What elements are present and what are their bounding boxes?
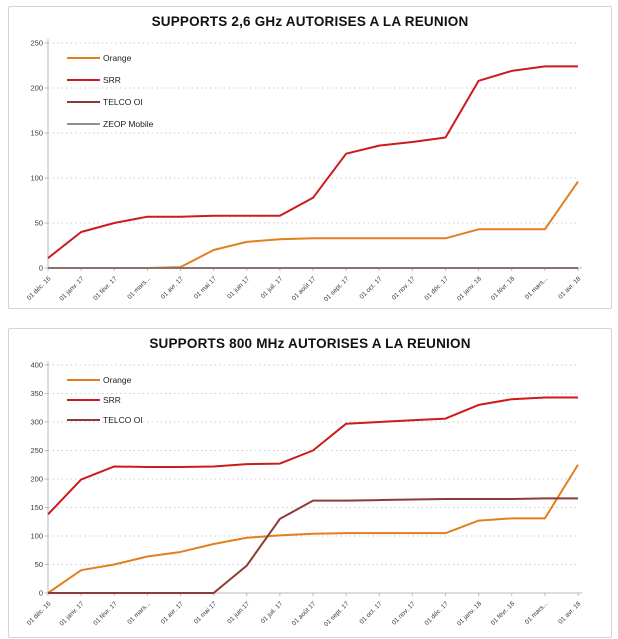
svg-text:200: 200 [30, 83, 43, 93]
svg-text:01 juin 17: 01 juin 17 [226, 275, 252, 301]
legend-label: TELCO OI [103, 97, 143, 107]
svg-text:01 févr. 17: 01 févr. 17 [92, 275, 119, 302]
svg-text:300: 300 [30, 417, 43, 427]
svg-text:01 déc. 16: 01 déc. 16 [25, 600, 53, 627]
svg-text:01 déc. 17: 01 déc. 17 [423, 275, 450, 302]
svg-text:0: 0 [38, 263, 43, 273]
svg-text:01 avr. 18: 01 avr. 18 [557, 600, 583, 626]
svg-text:01 août 17: 01 août 17 [290, 600, 318, 628]
chart-800mhz-plot [9, 329, 609, 635]
svg-text:01 oct. 17: 01 oct. 17 [358, 600, 384, 626]
svg-text:01 févr. 17: 01 févr. 17 [92, 600, 119, 627]
axes [48, 361, 582, 593]
svg-text:150: 150 [30, 128, 43, 138]
svg-text:01 juin 17: 01 juin 17 [226, 600, 252, 626]
chart-26ghz-plot [9, 7, 609, 306]
series-line-0 [48, 182, 578, 268]
svg-text:100: 100 [30, 531, 43, 541]
svg-text:100: 100 [30, 173, 43, 183]
svg-text:01 mars...: 01 mars... [126, 275, 152, 301]
chart-title-800mhz: SUPPORTS 800 MHz AUTORISES A LA REUNION [149, 336, 471, 351]
legend [67, 53, 154, 129]
chart-800mhz [8, 328, 612, 638]
svg-text:01 avr. 17: 01 avr. 17 [159, 275, 185, 301]
svg-text:01 avr. 17: 01 avr. 17 [159, 600, 185, 626]
legend-label: ZEOP Mobile [103, 119, 154, 129]
svg-text:01 mai 17: 01 mai 17 [192, 275, 219, 301]
svg-text:250: 250 [30, 38, 43, 48]
svg-text:400: 400 [30, 360, 43, 370]
legend-label: TELCO OI [103, 415, 143, 425]
svg-text:01 déc. 16: 01 déc. 16 [25, 275, 53, 302]
svg-text:0: 0 [38, 588, 43, 598]
svg-text:01 mai 17: 01 mai 17 [192, 600, 219, 626]
svg-text:01 mars...: 01 mars... [126, 600, 152, 626]
svg-text:50: 50 [34, 560, 43, 569]
svg-text:01 févr. 18: 01 févr. 18 [489, 275, 517, 302]
svg-text:01 sept. 17: 01 sept. 17 [322, 600, 351, 629]
svg-text:01 avr. 18: 01 avr. 18 [557, 275, 583, 301]
legend-label: SRR [103, 395, 121, 405]
svg-text:350: 350 [30, 389, 43, 398]
svg-text:01 oct. 17: 01 oct. 17 [358, 275, 384, 301]
chart-26ghz [8, 6, 612, 309]
svg-text:01 juil. 17: 01 juil. 17 [259, 275, 285, 301]
series-lines [48, 397, 578, 593]
svg-text:200: 200 [30, 474, 43, 484]
chart-title-26ghz: SUPPORTS 2,6 GHz AUTORISES A LA REUNION [151, 14, 469, 29]
svg-text:01 janv. 17: 01 janv. 17 [58, 600, 86, 628]
svg-text:01 mars...: 01 mars... [523, 600, 550, 626]
x-axis-tick-labels [26, 593, 583, 628]
svg-text:50: 50 [34, 218, 43, 228]
svg-text:01 nov. 17: 01 nov. 17 [390, 600, 417, 627]
svg-text:150: 150 [30, 503, 43, 512]
svg-text:01 janv. 18: 01 janv. 18 [455, 600, 484, 628]
series-line-2 [48, 498, 578, 593]
y-axis-tick-labels [30, 361, 43, 598]
legend [67, 375, 143, 425]
legend-label: SRR [103, 75, 121, 85]
y-axis-tick-labels [30, 39, 43, 273]
legend-label: Orange [103, 53, 132, 63]
svg-text:01 janv. 18: 01 janv. 18 [455, 275, 484, 303]
legend-label: Orange [103, 375, 132, 385]
svg-text:01 juil. 17: 01 juil. 17 [259, 600, 285, 626]
gridlines [45, 365, 578, 593]
svg-text:01 déc. 17: 01 déc. 17 [423, 600, 450, 627]
svg-text:01 août 17: 01 août 17 [290, 275, 318, 303]
svg-text:250: 250 [30, 446, 43, 455]
svg-text:01 janv. 17: 01 janv. 17 [58, 275, 86, 303]
gridlines [45, 43, 578, 268]
series-line-0 [48, 465, 578, 593]
svg-text:01 févr. 18: 01 févr. 18 [489, 600, 517, 627]
svg-text:01 sept. 17: 01 sept. 17 [322, 275, 351, 304]
svg-text:01 nov. 17: 01 nov. 17 [390, 275, 417, 302]
x-axis-tick-labels [26, 268, 583, 303]
svg-text:01 mars...: 01 mars... [523, 275, 550, 301]
